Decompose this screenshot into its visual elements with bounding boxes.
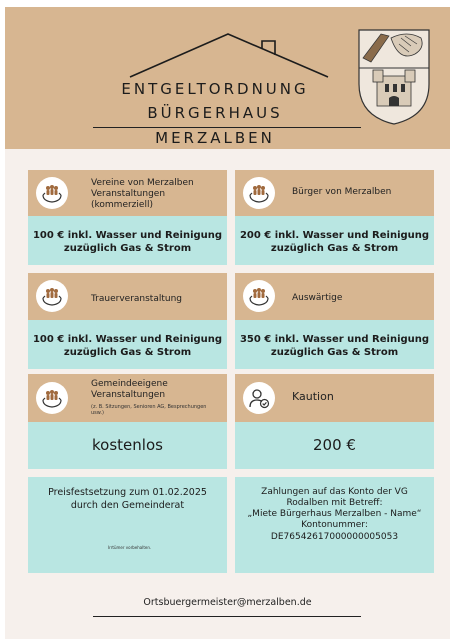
card-price-area bbox=[235, 422, 434, 469]
card-label: Auswärtige bbox=[292, 293, 343, 303]
header-banner bbox=[5, 7, 450, 149]
card-header bbox=[235, 374, 434, 422]
price-card-kaution bbox=[235, 374, 434, 469]
flyer-page bbox=[5, 7, 450, 639]
title-buergerhaus: BÜRGERHAUS bbox=[147, 104, 283, 122]
card-price-area bbox=[28, 422, 227, 469]
note-line: durch den Gemeinderat bbox=[70, 500, 185, 511]
community-hands-icon bbox=[36, 382, 68, 414]
coat-of-arms-icon bbox=[355, 24, 433, 128]
footer-email-link[interactable]: Ortsbuergermeister@merzalben.de bbox=[143, 597, 312, 608]
note-price-setting bbox=[28, 477, 227, 573]
title-merzalben: MERZALBEN bbox=[155, 129, 275, 147]
note-disclaimer: Irrtümer vorbehalten. bbox=[108, 545, 152, 550]
footer-divider bbox=[93, 616, 361, 617]
card-label: Bürger von Merzalben bbox=[292, 187, 392, 197]
card-price-area bbox=[235, 216, 434, 265]
community-hands-icon bbox=[36, 177, 68, 209]
card-price: 100 € inkl. Wasser und Reinigung zuzüglich Gas & Strom bbox=[32, 334, 223, 358]
card-price-area bbox=[235, 320, 434, 369]
card-header bbox=[28, 273, 227, 320]
community-hands-icon bbox=[243, 280, 275, 312]
price-card-gemeinde bbox=[28, 374, 227, 469]
card-label: Gemeindeeigene Veranstaltungen bbox=[91, 379, 168, 400]
price-card-vereine bbox=[28, 170, 227, 265]
card-label: Trauerveranstaltung bbox=[91, 294, 182, 304]
card-price-area bbox=[28, 216, 227, 265]
title-entgeltordnung: ENTGELTORDNUNG bbox=[121, 80, 309, 98]
card-label: Vereine von Merzalben Veranstaltungen (kommerziell) bbox=[91, 178, 194, 210]
note-line: Rodalben mit Betreff: bbox=[286, 498, 383, 508]
card-price: 200 € bbox=[313, 436, 356, 454]
card-label: Kaution bbox=[292, 390, 334, 403]
community-hands-icon bbox=[36, 280, 68, 312]
card-price: 350 € inkl. Wasser und Reinigung zuzüglich Gas & Strom bbox=[239, 334, 430, 358]
note-payment bbox=[235, 477, 434, 573]
note-iban: DE76542617000000005053 bbox=[270, 532, 399, 542]
card-price: 100 € inkl. Wasser und Reinigung zuzüglich Gas & Strom bbox=[32, 230, 223, 254]
card-header bbox=[235, 273, 434, 320]
user-check-icon bbox=[243, 382, 275, 414]
card-price-area bbox=[28, 320, 227, 369]
note-line: Kontonummer: bbox=[301, 520, 368, 530]
card-price: kostenlos bbox=[92, 436, 163, 454]
price-card-trauer bbox=[28, 273, 227, 369]
card-header bbox=[235, 170, 434, 216]
card-header bbox=[28, 374, 227, 422]
card-header bbox=[28, 170, 227, 216]
card-price: 200 € inkl. Wasser und Reinigung zuzüglich Gas & Strom bbox=[239, 230, 430, 254]
note-line: Preisfestsetzung zum 01.02.2025 bbox=[48, 487, 207, 498]
card-sublabel: (z. B. Sitzungen, Senioren AG, Besprechungen usw.) bbox=[91, 404, 207, 416]
note-line: „Miete Bürgerhaus Merzalben - Name“ bbox=[247, 509, 422, 519]
price-card-auswaertige bbox=[235, 273, 434, 369]
note-line: Zahlungen auf das Konto der VG bbox=[261, 487, 408, 497]
community-hands-icon bbox=[243, 177, 275, 209]
price-card-buerger bbox=[235, 170, 434, 265]
